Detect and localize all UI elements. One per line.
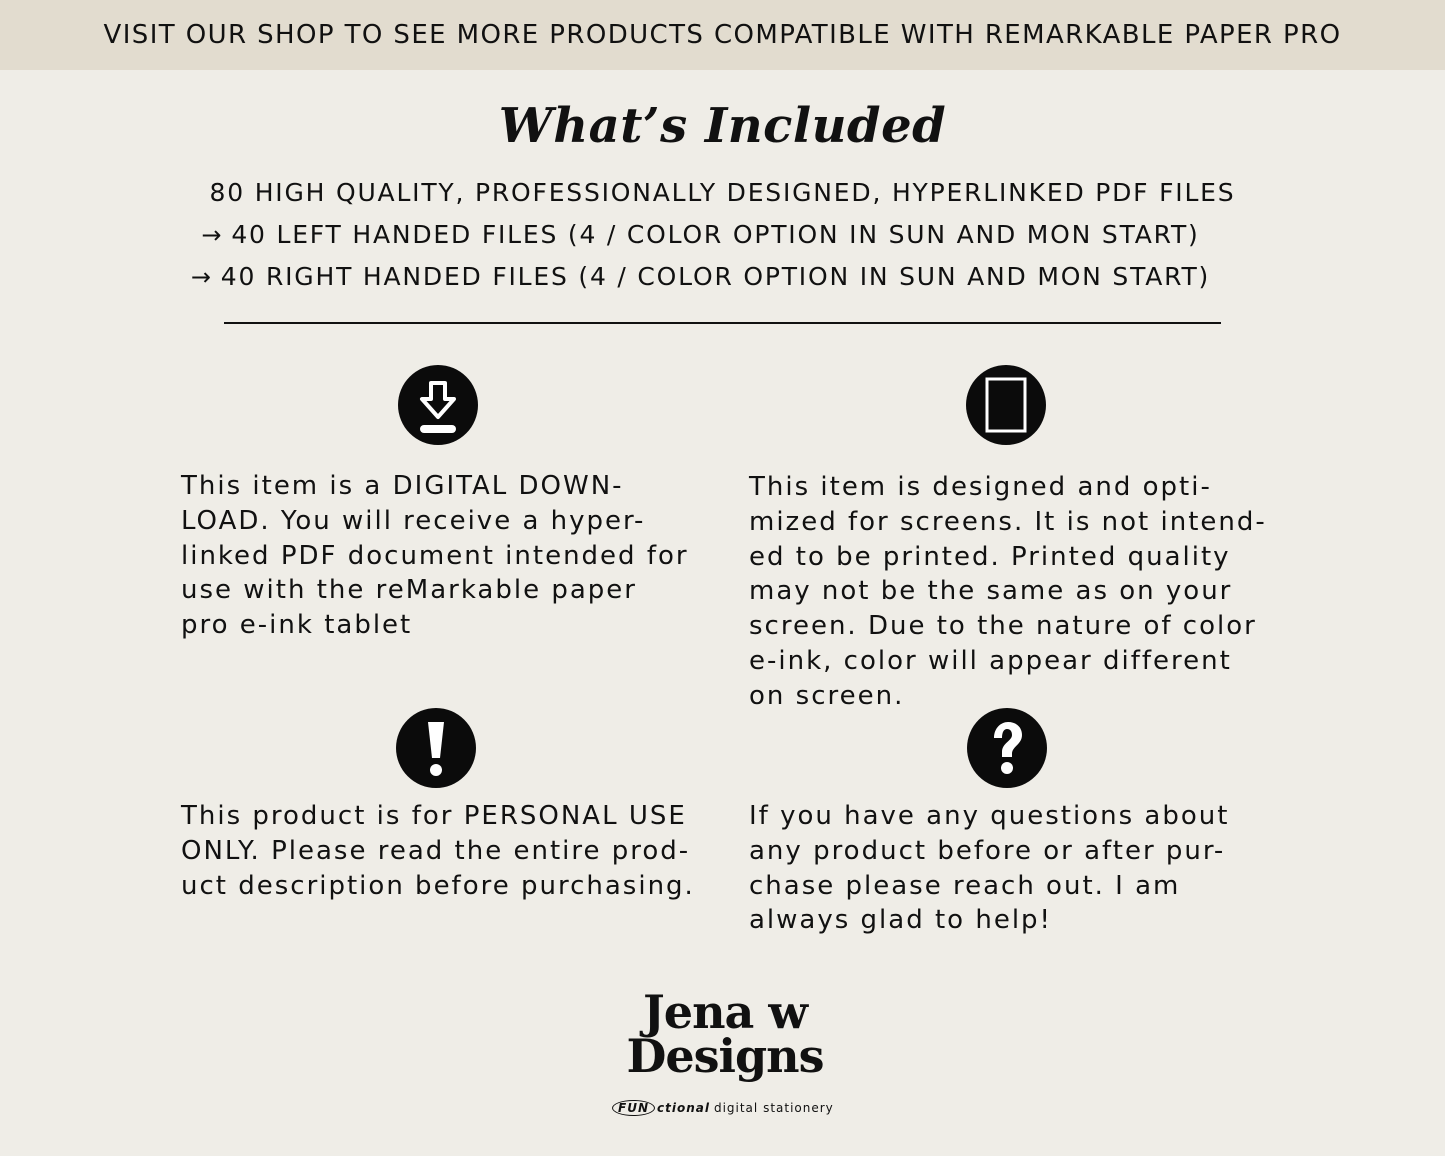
page-title: What’s Included [498, 98, 947, 154]
included-line-2-text: 40 LEFT HANDED FILES (4 / COLOR OPTION IN SUN AND MON START) [231, 220, 1200, 249]
included-line-3-text: 40 RIGHT HANDED FILES (4 / COLOR OPTION IN SUN AND MON START) [220, 262, 1211, 291]
included-line-1-text: 80 HIGH QUALITY, PROFESSIONALLY DESIGNED, HYPERLINKED PDF FILES [209, 178, 1236, 207]
tagline-ctional: ctional [656, 1101, 710, 1115]
arrow-right-icon: → [190, 263, 213, 291]
feature-questions-text: If you have any questions about any product before or after pur- chase please reach out. I am always glad to help! [749, 801, 1230, 936]
feature-screens-text: This item is designed and opti- mized for screens. It is not intend- ed to be printed. Printed quality may not be the same as on your screen. Due to the nature of color e-ink, color will appear different on screen. [749, 472, 1267, 711]
arrow-right-icon: → [201, 221, 224, 249]
top-banner [0, 0, 1445, 70]
logo-line-1: Jena w [643, 985, 807, 1039]
logo-line-2: Designs [626, 1029, 824, 1083]
banner-text: VISIT OUR SHOP TO SEE MORE PRODUCTS COMPATIBLE WITH REMARKABLE PAPER PRO [103, 20, 1342, 50]
exclamation-icon [396, 708, 476, 788]
tagline-fun: FUN [612, 1100, 655, 1116]
question-icon [967, 708, 1047, 788]
feature-personal-use-text: This product is for PERSONAL USE ONLY. Please read the entire prod- uct description before purchasing. [181, 801, 695, 901]
included-line-1 [0, 178, 1445, 207]
feature-digital-download-text: This item is a DIGITAL DOWN- LOAD. You will receive a hyper- linked PDF document intended for use with the reMarkable paper pro e-ink tablet [181, 471, 689, 641]
included-line-3 [0, 262, 1423, 291]
download-icon [398, 365, 478, 445]
brand-logo [560, 985, 890, 1083]
divider [224, 322, 1221, 324]
included-line-2 [0, 220, 1423, 249]
brand-tagline [612, 1100, 852, 1116]
tagline-rest: digital stationery [713, 1101, 834, 1115]
tablet-icon [966, 365, 1046, 445]
